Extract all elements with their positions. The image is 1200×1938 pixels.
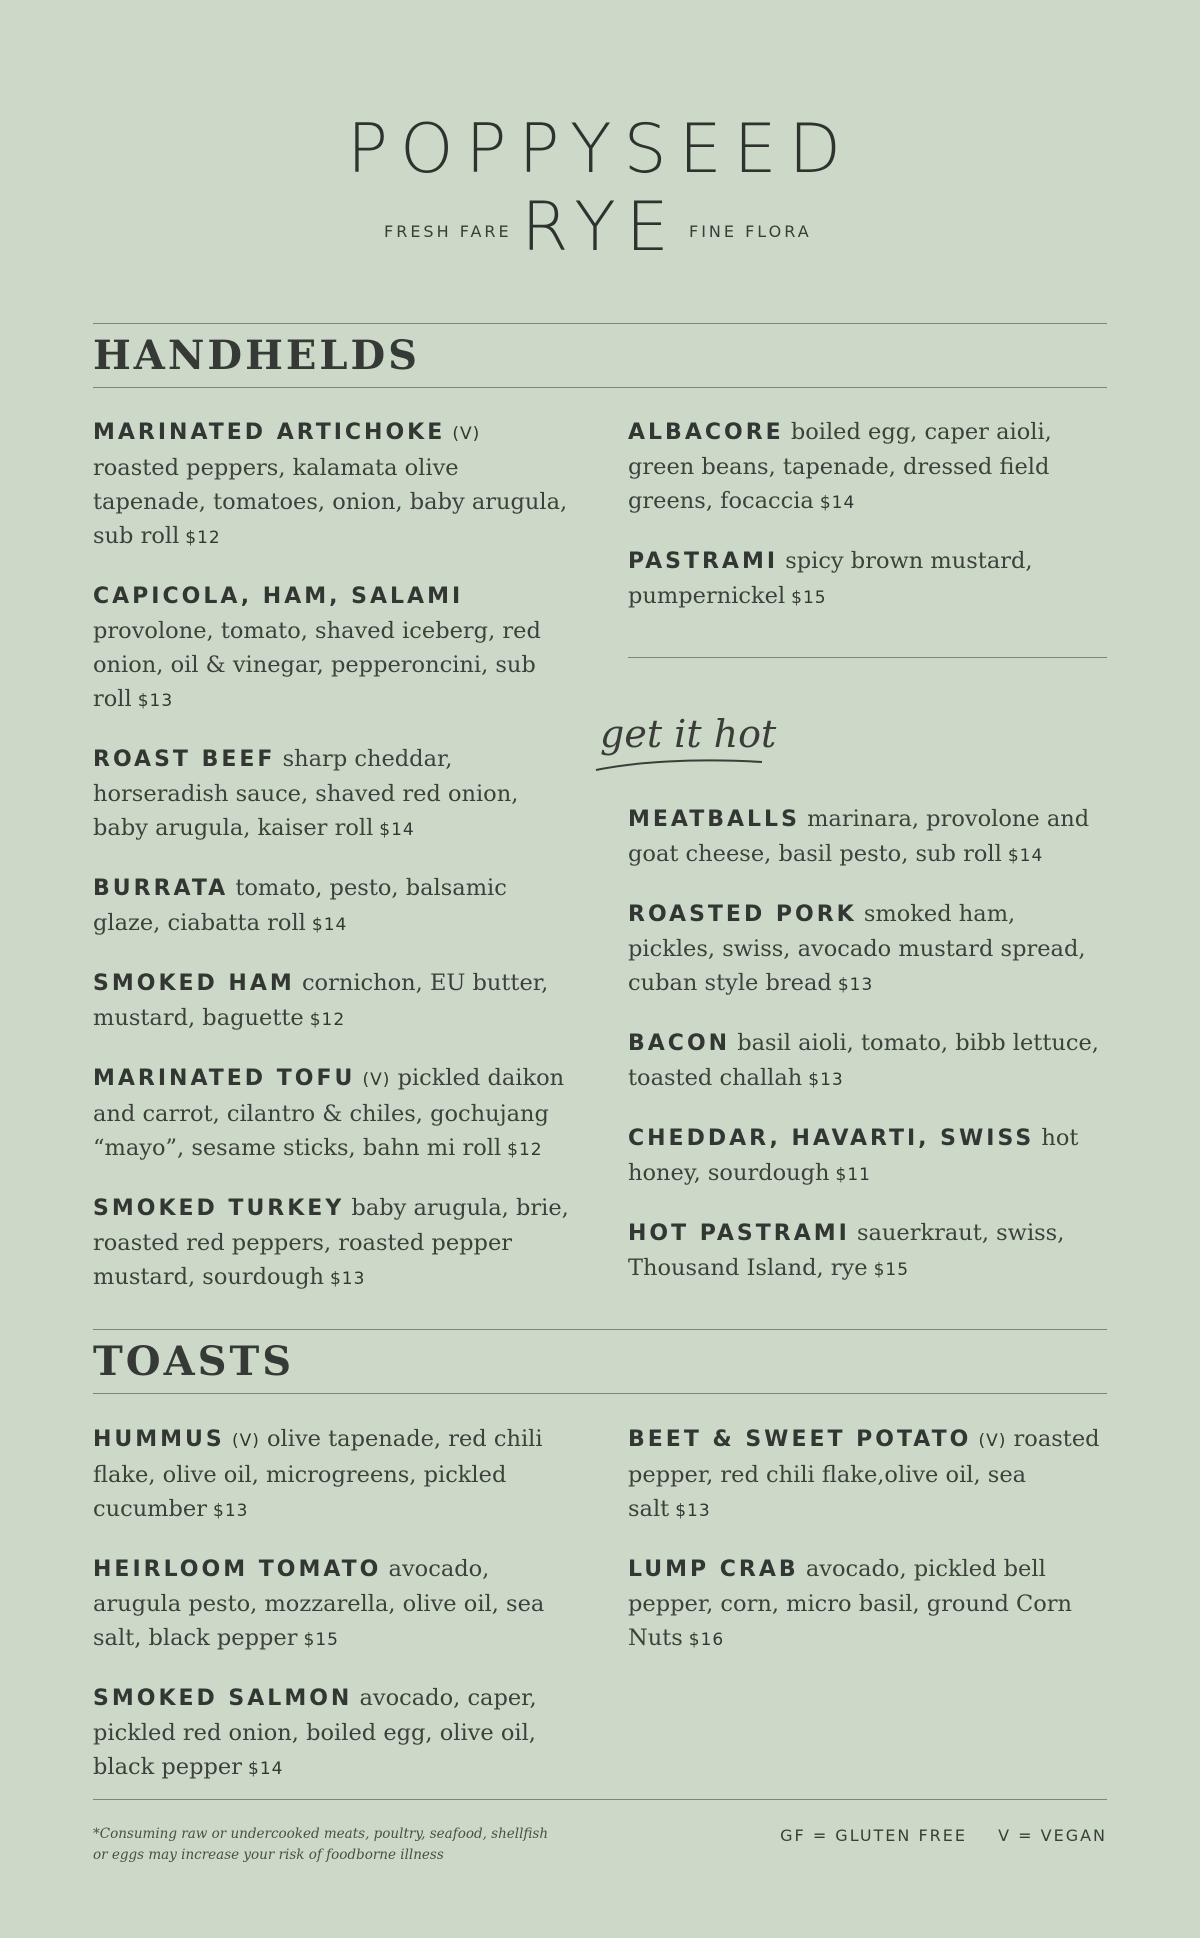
brand-name-top: POPPYSEED [346,110,854,189]
menu-item [93,871,573,942]
menu-item-name: BURRATA [93,876,229,901]
handhelds-right-column [628,415,1108,639]
menu-item-description: hot honey, sourdough [628,1125,1079,1186]
menu-item [93,966,573,1037]
menu-item [628,544,1108,615]
menu-item-description: sharp cheddar, horseradish sauce, shaved red onion, baby arugula, kaiser roll [93,746,519,841]
menu-item-description: provolone, tomato, shaved iceberg, red onion, oil & vinegar, pepperoncini, sub roll [93,618,541,712]
menu-item-name: PASTRAMI [628,549,779,574]
menu-item-description: avocado, pickled bell pepper, corn, micro basil, ground Corn Nuts [628,1556,1073,1651]
menu-item-name: HOT PASTRAMI [628,1221,850,1246]
menu-item-description: tomato, pesto, balsamic glaze, ciabatta roll [93,875,507,936]
menu-item-description: roasted pepper, red chili flake,olive oil, sea salt [628,1426,1100,1522]
menu-item [93,1191,573,1296]
menu-item-description: cornichon, EU butter, mustard, baguette [93,970,549,1031]
menu-item [628,1216,1108,1287]
menu-item-name: SMOKED SALMON [93,1686,353,1711]
menu-item-vegan-tag: (V) [978,1431,1007,1451]
menu-item-name: SMOKED HAM [93,971,295,996]
menu-item-name: HEIRLOOM TOMATO [93,1557,382,1582]
menu-item-description: olive tapenade, red chili flake, olive oil, microgreens, pickled cucumber [93,1426,543,1522]
disclaimer-line: *Consuming raw or undercooked meats, poultry, seafood, shellfish [93,1826,549,1842]
menu-item-price: $13 [213,1501,249,1521]
menu-item-name: CAPICOLA, HAM, SALAMI [93,584,464,609]
divider [93,1799,1107,1800]
script-underline [594,756,764,776]
brand-logo [0,112,1200,266]
menu-item-name: CHEDDAR, HAVARTI, SWISS [628,1126,1035,1151]
toasts-left-column [93,1422,573,1810]
menu-item [93,742,573,847]
hot-column [628,802,1108,1311]
menu-item-price: $14 [311,915,348,935]
menu-item-name: LUMP CRAB [628,1557,799,1582]
menu-item [628,1422,1108,1528]
menu-item-price: $13 [675,1501,711,1521]
menu-item-name: MARINATED TOFU [93,1066,356,1091]
menu-item-name: MEATBALLS [628,807,800,832]
menu-item-price: $12 [185,528,221,548]
menu-item-price: $13 [329,1269,366,1289]
menu-item [93,415,573,555]
menu-item-price: $13 [837,975,874,995]
menu-item [628,1026,1108,1097]
menu-item-description: sauerkraut, swiss, Thousand Island, rye [628,1220,1065,1281]
menu-item-description: roasted peppers, kalamata olive tapenade, tomatoes, onion, baby arugula, sub roll [93,455,568,549]
menu-item-name: BEET & SWEET POTATO [628,1427,972,1452]
menu-item-description: spicy brown mustard, pumpernickel [628,548,1033,609]
menu-item-price: $14 [819,493,856,513]
menu-item-price: $12 [507,1140,543,1160]
menu-item-price: $16 [688,1630,725,1650]
menu-item [628,897,1108,1002]
hot-label-text: get it hot [600,712,777,756]
menu-item-name: ROAST BEEF [93,747,276,772]
menu-item-vegan-tag: (V) [231,1431,260,1451]
menu-item-description: boiled egg, caper aioli, green beans, tapenade, dressed field greens, focaccia [628,419,1052,514]
menu-item [93,1061,573,1167]
menu-item-description: basil aioli, tomato, bibb lettuce, toasted challah [628,1030,1099,1091]
brand-name-bottom: RYE [521,188,679,267]
divider [628,657,1107,658]
menu-item [93,1681,573,1786]
menu-item-price: $13 [808,1070,844,1090]
menu-item-price: $12 [309,1010,346,1030]
divider [93,387,1107,388]
menu-item-price: $13 [137,691,174,711]
menu-item [628,1552,1108,1657]
menu-item-name: SMOKED TURKEY [93,1196,345,1221]
divider [93,1329,1107,1330]
divider [93,1393,1107,1394]
menu-item-description: smoked ham, pickles, swiss, avocado mustard spread, cuban style bread [628,901,1086,996]
menu-item-description: baby arugula, brie, roasted red peppers, roasted pepper mustard, sourdough [93,1195,569,1290]
menu-item-description: avocado, caper, pickled red onion, boiled egg, olive oil, black pepper [93,1685,537,1780]
menu-item [628,415,1108,520]
disclaimer-line: or eggs may increase your risk of foodborne illness [93,1847,444,1863]
menu-item-name: MARINATED ARTICHOKE [93,420,446,445]
allergy-disclaimer [93,1824,613,1866]
menu-item-price: $15 [791,588,827,608]
menu-item [628,802,1108,873]
menu-item-description: avocado, arugula pesto, mozzarella, olive oil, sea salt, black pepper [93,1556,545,1651]
menu-item-description: pickled daikon and carrot, cilantro & chiles, gochujang “mayo”, sesame sticks, bahn mi roll [93,1065,565,1161]
menu-item-price: $11 [835,1165,871,1185]
menu-item-description: marinara, provolone and goat cheese, basil pesto, sub roll [628,806,1090,867]
legend-vegan: V = VEGAN [998,1826,1107,1845]
hot-section-label [600,712,776,756]
brand-tagline-right: FINE FLORA [689,222,812,241]
menu-item-price: $15 [303,1630,339,1650]
menu-item-name: BACON [628,1031,731,1056]
menu-item-vegan-tag: (V) [452,424,481,444]
brand-tagline-left: FRESH FARE [384,222,512,241]
menu-item [93,1552,573,1657]
menu-item-price: $15 [873,1260,910,1280]
menu-item [93,1422,573,1528]
divider [93,323,1107,324]
menu-item [93,579,573,718]
menu-item-price: $14 [379,820,415,840]
section-title-toasts: TOASTS [93,1338,295,1385]
menu-item-price: $14 [248,1759,284,1779]
legend-gluten-free: GF = GLUTEN FREE [780,1826,968,1845]
menu-item-name: HUMMUS [93,1427,225,1452]
toasts-right-column [628,1422,1108,1681]
handhelds-left-column [93,415,573,1320]
section-title-handhelds: HANDHELDS [93,332,421,379]
menu-item [628,1121,1108,1192]
menu-item-name: ROASTED PORK [628,902,857,927]
diet-legend [780,1826,1107,1845]
menu-item-name: ALBACORE [628,420,784,445]
menu-item-vegan-tag: (V) [362,1070,391,1090]
menu-item-price: $14 [1007,846,1044,866]
